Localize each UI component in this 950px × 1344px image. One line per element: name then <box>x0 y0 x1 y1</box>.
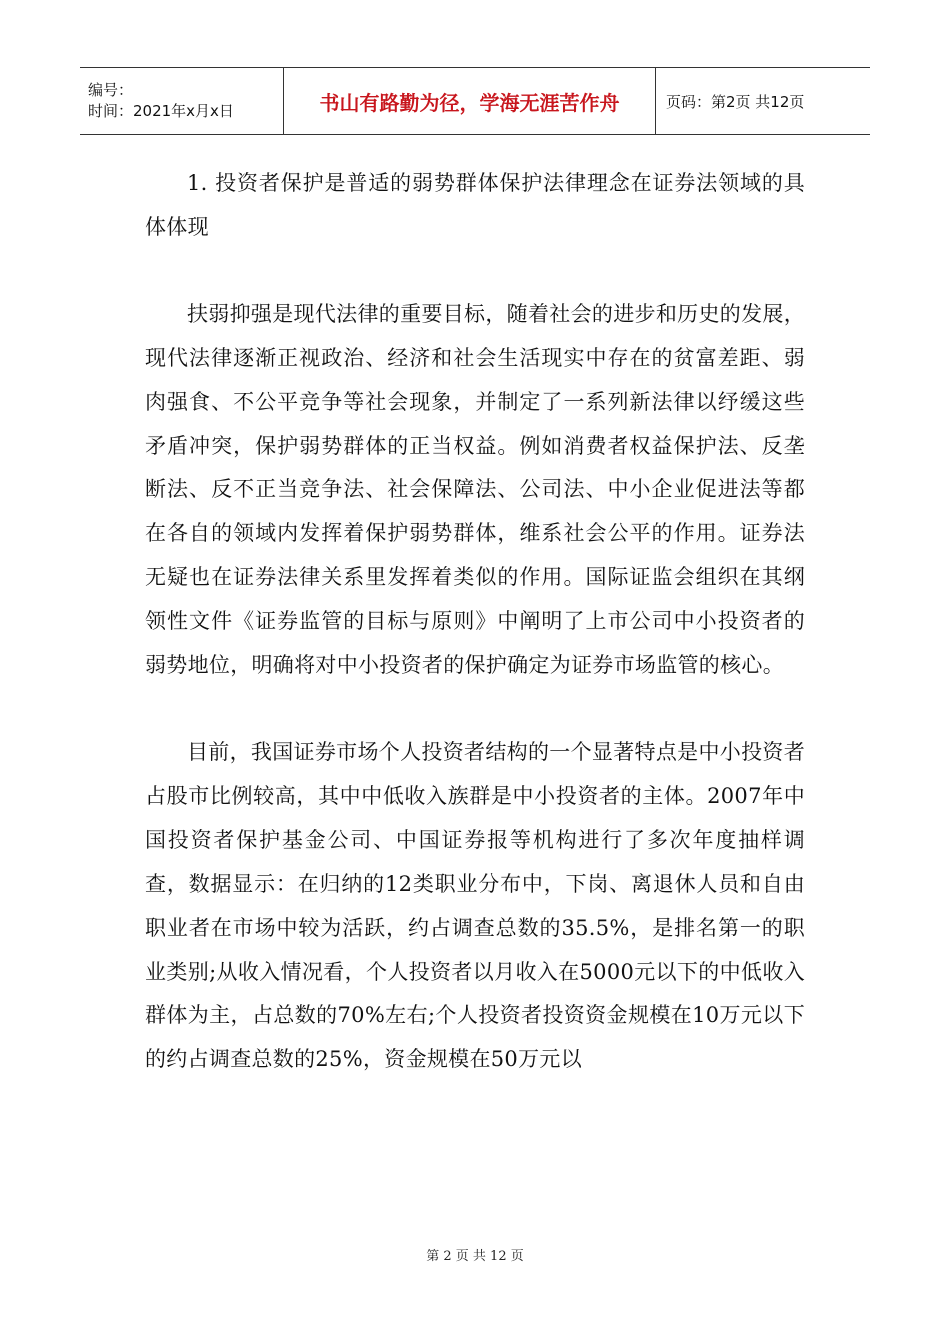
document-body <box>145 162 805 1082</box>
header-meta <box>80 68 283 134</box>
document-number-label: 编号： <box>88 81 134 99</box>
section-heading: 1. 投资者保护是普适的弱势群体保护法律理念在证券法领域的具体体现 <box>145 171 805 239</box>
document-time-label: 时间：2021年x月x日 <box>88 102 234 120</box>
body-paragraph: 目前，我国证券市场个人投资者结构的一个显著特点是中小投资者占股市比例较高，其中中低收入族群是中小投资者的主体。2007年中国投资者保护基金公司、中国证券报等机构进行了多次年度抽样调查，数据显示：在归纳的12类职业分布中，下岗、离退休人员和自由职业者在市场中较为活跃，约占调查总数的35.5%，是排名第一的职业类别;从收入情况看，个人投资者以月收入在5000元以下的中低收入群体为主，占总数的70%左右;个人投资者投资资金规模在10万元以下的约占调查总数的25%，资金规模在50万元以 <box>145 739 805 1072</box>
page-header <box>80 67 870 135</box>
header-motto: 书山有路勤为径，学海无涯苦作舟 <box>283 68 656 134</box>
body-paragraph: 扶弱抑强是现代法律的重要目标，随着社会的进步和历史的发展，现代法律逐渐正视政治、经济和社会生活现实中存在的贫富差距、弱肉强食、不公平竞争等社会现象，并制定了一系列新法律以纾缓这些矛盾冲突，保护弱势群体的正当权益。例如消费者权益保护法、反垄断法、反不正当竞争法、社会保障法、公司法、中小企业促进法等都在各自的领域内发挥着保护弱势群体，维系社会公平的作用。证券法无疑也在证券法律关系里发挥着类似的作用。国际证监会组织在其纲领性文件《证券监管的目标与原则》中阐明了上市公司中小投资者的弱势地位，明确将对中小投资者的保护确定为证券市场监管的核心。 <box>145 301 805 678</box>
header-page-info: 页码：第2页 共12页 <box>666 92 805 111</box>
paragraph-gap <box>145 250 805 293</box>
page-footer: 第 2 页 共 12 页 <box>426 1249 524 1264</box>
paragraph-gap <box>145 688 805 731</box>
